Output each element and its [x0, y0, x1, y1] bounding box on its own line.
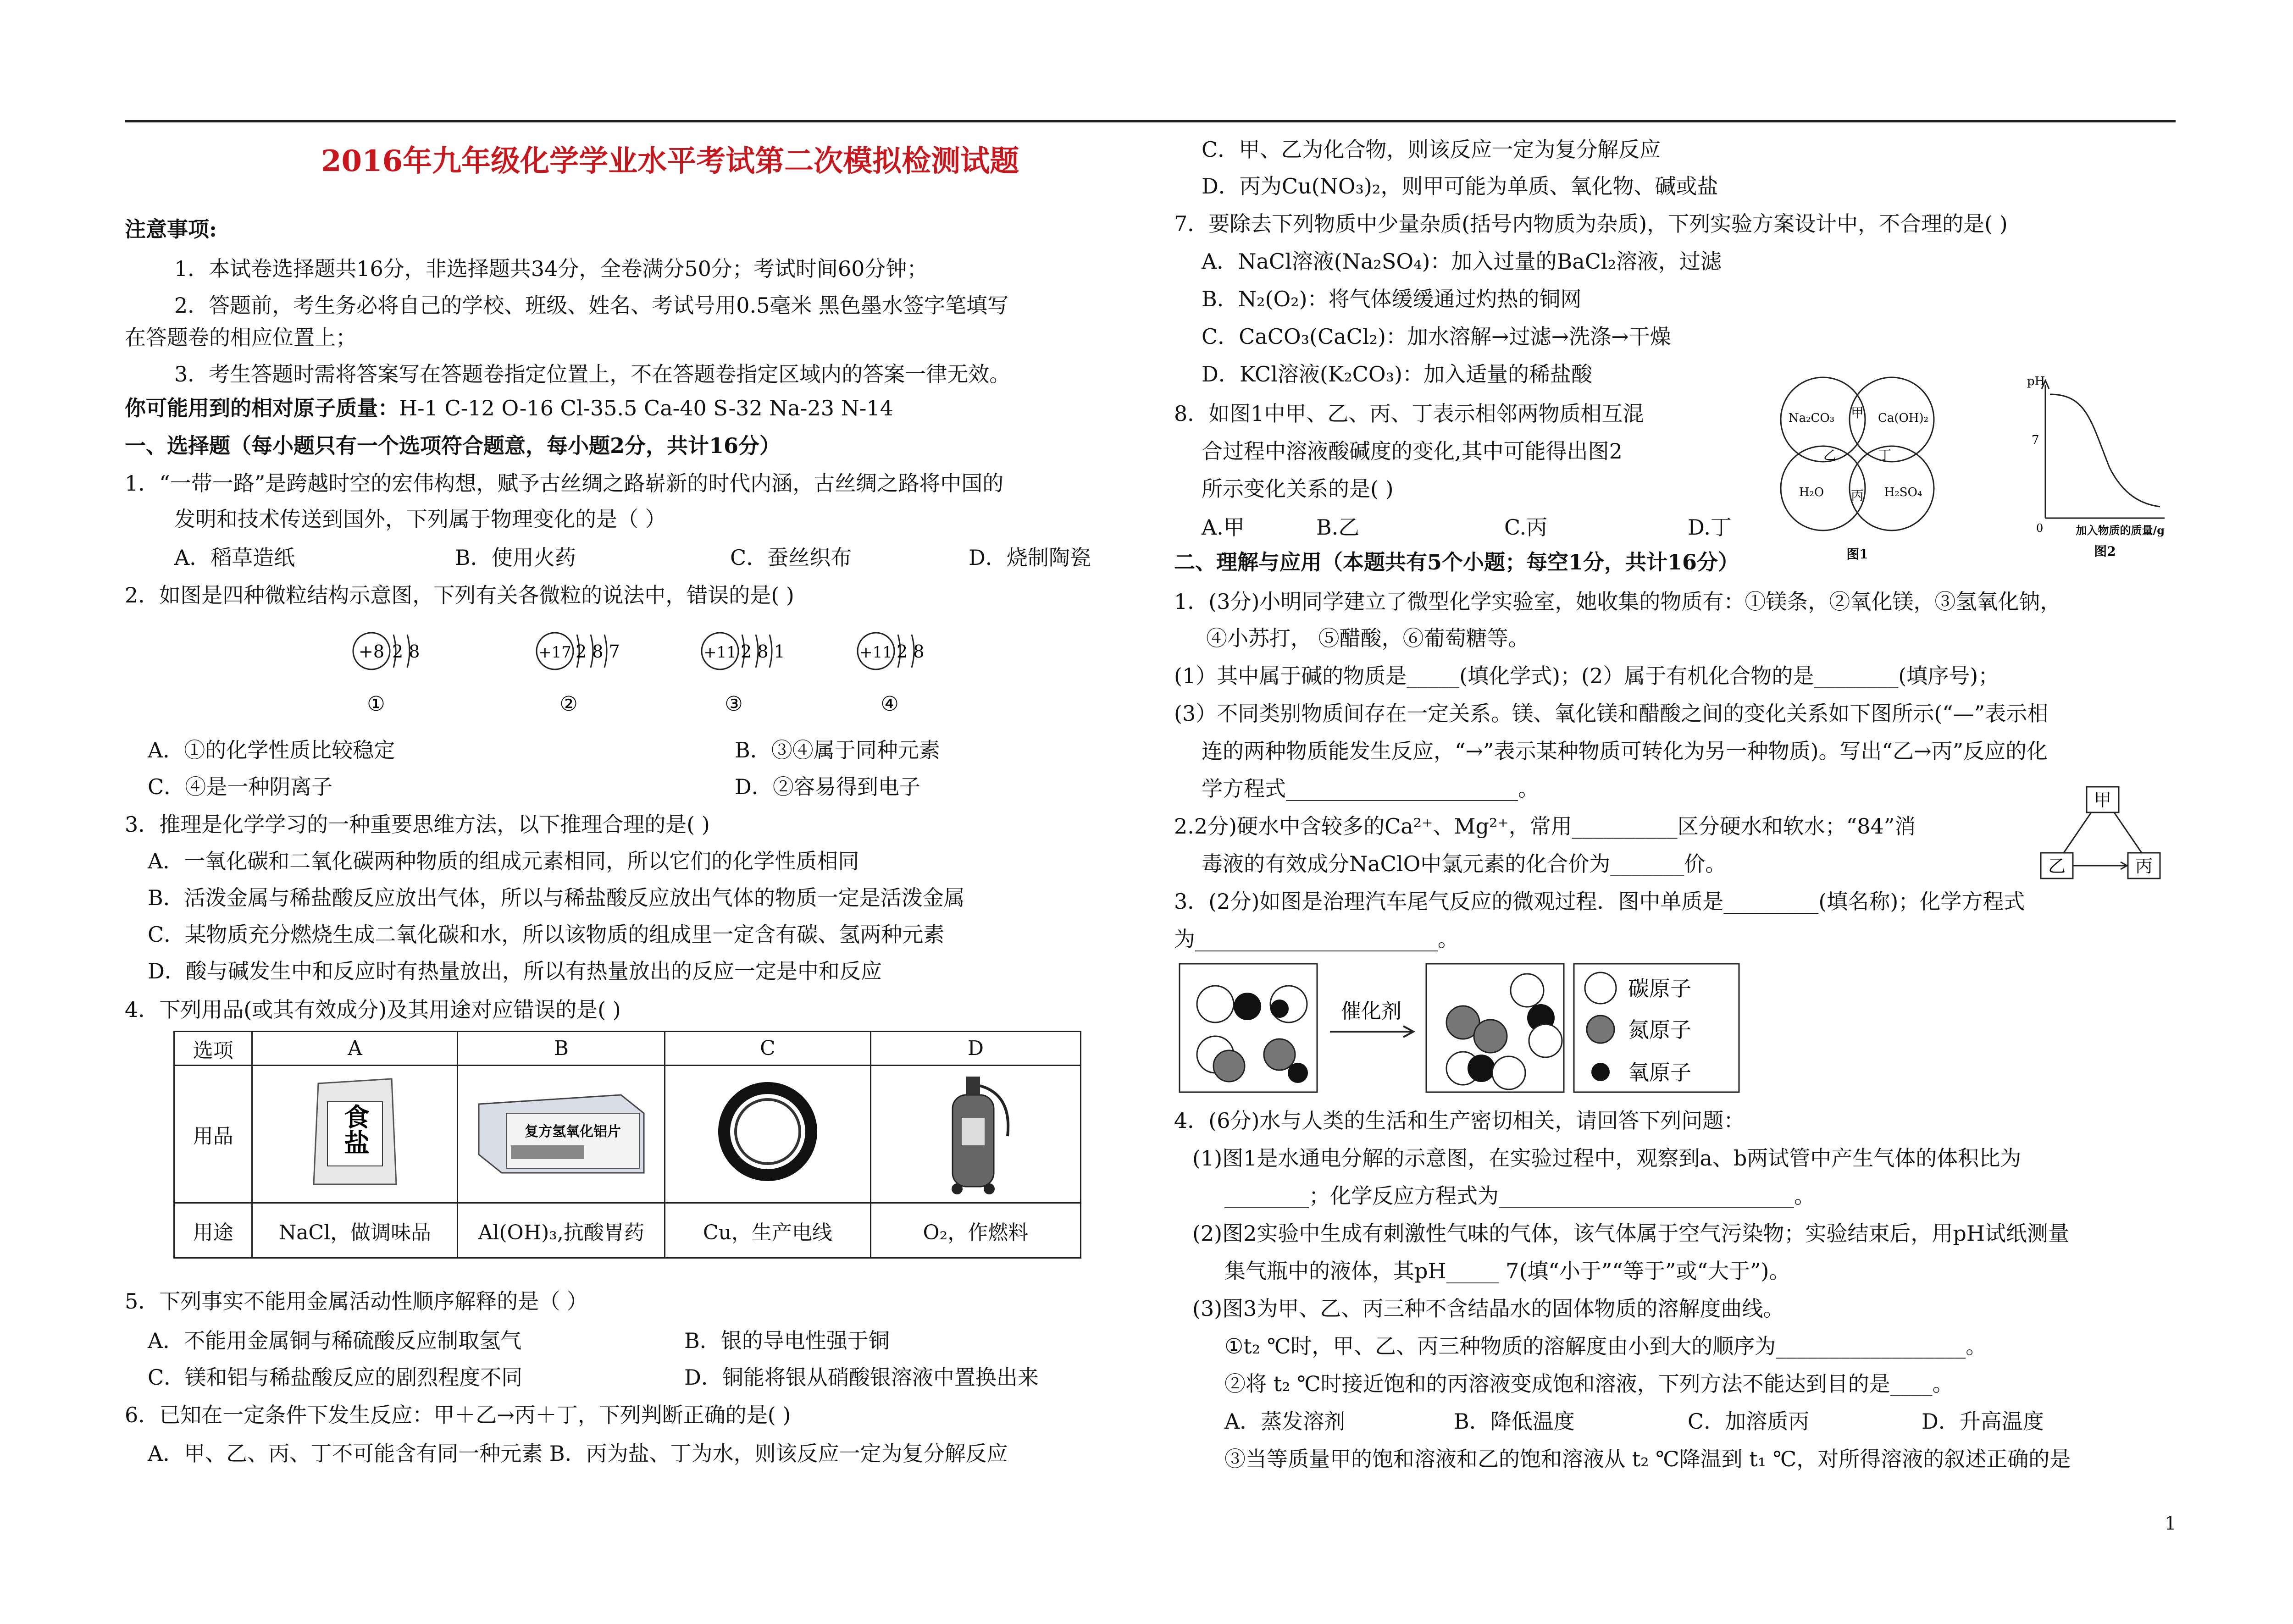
fig2-caption: 图2: [2094, 544, 2116, 559]
q4-stem: 4．下列用品(或其有效成分)及其用途对应错误的是( ): [125, 997, 621, 1022]
note-2: 2．答题前，考生务必将自己的学校、班级、姓名、考试号用0.5毫米 黑色墨水签字笔填写: [174, 293, 1009, 318]
triangle-top: 甲: [2094, 790, 2112, 810]
q3-option-c: C．某物质充分燃烧生成二氧化碳和水，所以该物质的组成里一定含有碳、氢两种元素: [148, 922, 945, 947]
q4-use-c: Cu，生产电线: [665, 1203, 871, 1258]
q4-item-label: 用品: [174, 1066, 252, 1203]
q4-col-option: 选项: [174, 1032, 252, 1066]
particle-1: [353, 633, 420, 716]
s2q4-option-a: A．蒸发溶剂: [1224, 1409, 1346, 1434]
q3-option-d: D．酸与碱发生中和反应时有热量放出，所以有热量放出的反应一定是中和反应: [148, 959, 882, 983]
s2q4-line-3: ________；化学反应方程式为____________________________。: [1224, 1183, 1815, 1208]
fig2-origin: 0: [2036, 522, 2044, 535]
masses-label: 你可能用到的相对原子质量：: [125, 396, 399, 420]
header-rule: [125, 120, 2176, 122]
q7-option-b: B．N₂(O₂)：将气体缓缓通过灼热的铜网: [1202, 287, 1582, 311]
s2q4-option-d: D．升高温度: [1922, 1409, 2044, 1434]
q4-col-c: C: [665, 1032, 871, 1066]
fig2-curve: [2050, 394, 2160, 507]
q2-option-a: A．①的化学性质比较稳定: [148, 738, 395, 762]
q4-table: [173, 1031, 1081, 1259]
s2q4-line-2: (1)图1是水通电分解的示意图，在实验过程中，观察到a、b两试管中产生气体的体积比为: [1192, 1146, 2022, 1171]
q4-item-a: [252, 1066, 458, 1203]
oxygen-cylinder-image: [925, 1067, 1026, 1196]
q7-option-a: A．NaCl溶液(Na₂SO₄)：加入过量的BaCl₂溶液，过滤: [1202, 249, 1722, 274]
q3-option-b: B．活泼金属与稀盐酸反应放出气体，所以与稀盐酸反应放出气体的物质一定是活泼金属: [148, 885, 965, 910]
q3-stem: 3．推理是化学学习的一种重要思维方法，以下推理合理的是( ): [125, 812, 710, 837]
fig1-tr: Ca(OH)₂: [1878, 411, 1929, 425]
particle-2-shells: 2 8 7: [576, 641, 620, 662]
atomic-masses: [125, 394, 893, 422]
q5-option-d: D．铜能将银从硝酸银溶液中置换出来: [684, 1365, 1039, 1390]
fig1-bing: 丙: [1850, 488, 1864, 503]
particle-1-shells: 2 8: [392, 641, 420, 662]
particle-2-nucleus: +17: [538, 643, 571, 662]
salt-bag-image: [309, 1074, 401, 1189]
particle-2-label: ②: [559, 692, 578, 716]
q5-stem: 5．下列事实不能用金属活动性顺序解释的是（ ）: [125, 1289, 588, 1314]
q3-option-a: A．一氧化碳和二氧化碳两种物质的组成元素相同，所以它们的化学性质相同: [148, 849, 859, 873]
q4-item-d: [870, 1066, 1080, 1203]
q8-figure-1: [1779, 376, 1935, 569]
page-number: 1: [2165, 1513, 2177, 1534]
masses-values: H-1 C-12 O-16 Cl-35.5 Ca-40 S-32 Na-23 N-14: [399, 396, 893, 420]
legend-oxygen: 氧原子: [1628, 1060, 1691, 1085]
q8-option-c: C.丙: [1504, 515, 1548, 540]
particle-3: [702, 633, 785, 716]
q2-option-b: B．③④属于同种元素: [735, 738, 940, 762]
s2q4-line-1: 4．(6分)水与人类的生活和生产密切相关，请回答下列问题：: [1174, 1108, 1745, 1133]
fig2-ytick: 7: [2032, 433, 2039, 447]
q2-particle-diagrams: [349, 628, 991, 720]
s2q2-line-1: 2.2分)硬水中含较多的Ca²⁺、Mg²⁺，常用__________区分硬水和软水；“84”消: [1174, 814, 1916, 839]
q4-item-row: [174, 1066, 1081, 1203]
fig1-caption: 图1: [1846, 547, 1868, 562]
fig1-tl: Na₂CO₃: [1788, 411, 1835, 425]
particle-4-nucleus: +11: [859, 643, 892, 662]
particle-4-shells: 2 8: [897, 641, 925, 662]
antacid-box-text: 复方氢氧化铝片: [524, 1124, 621, 1140]
relation-triangle-diagram: [2036, 784, 2174, 885]
s2q1-line-1: 1．(3分)小明同学建立了微型化学实验室，她收集的物质有：①镁条，②氧化镁，③氢氧化钠，: [1174, 589, 2061, 614]
q8-stem-3: 所示变化关系的是( ): [1202, 476, 1394, 501]
fig1-yi: 乙: [1823, 447, 1837, 463]
q1-option-a: A．稻草造纸: [174, 545, 295, 570]
q2-option-d: D．②容易得到电子: [735, 774, 920, 799]
q4-item-b: [458, 1066, 665, 1203]
q4-use-label: 用途: [174, 1203, 252, 1258]
salt-bag-text: 食盐: [339, 1104, 370, 1155]
legend-carbon: 碳原子: [1628, 976, 1691, 1001]
q7-option-c: C．CaCO₃(CaCl₂)：加水溶解→过滤→洗涤→干燥: [1202, 324, 1671, 349]
q1-option-c: C．蚕丝织布: [730, 545, 852, 570]
q4-item-c: [665, 1066, 871, 1203]
note-1: 1．本试卷选择题共16分，非选择题共34分，全卷满分50分；考试时间60分钟；: [174, 256, 928, 281]
s2q4-option-b: B．降低温度: [1454, 1409, 1575, 1434]
q4-use-a: NaCl，做调味品: [252, 1203, 458, 1258]
q1-option-b: B．使用火药: [455, 545, 576, 570]
s2q1-line-5: 连的两种物质能发生反应，“→”表示某种物质可转化为另一种物质)。写出“乙→丙”反应的化: [1202, 739, 2048, 763]
fig1-bl: H₂O: [1799, 486, 1824, 499]
s2q1-line-3: (1）其中属于碱的物质是_____(填化学式)；(2）属于有机化合物的是________(填序号)；: [1174, 663, 1999, 688]
q4-use-b: Al(OH)₃,抗酸胃药: [458, 1203, 665, 1258]
s2q4-line-7: ①t₂ ℃时，甲、乙、丙三种物质的溶解度由小到大的顺序为__________________。: [1224, 1334, 1987, 1359]
q8-stem-2: 合过程中溶液酸碱度的变化,其中可能得出图2: [1202, 439, 1623, 464]
q2-stem: 2．如图是四种微粒结构示意图，下列有关各微粒的说法中，错误的是( ): [125, 583, 794, 608]
fig2-ylabel: pH: [2027, 375, 2045, 388]
particle-2: [537, 633, 620, 716]
q5-option-b: B．银的导电性强于铜: [684, 1328, 890, 1353]
s2q4-line-5: 集气瓶中的液体，其pH_____ 7(填“小于”“等于”或“大于”)。: [1224, 1259, 1790, 1283]
section2-heading: 二、理解与应用（本题共有5个小题；每空1分，共计16分）: [1174, 550, 1739, 574]
notes-heading: 注意事项:: [125, 217, 217, 242]
s2q3-line-2: 为_______________________。: [1174, 927, 1459, 951]
q4-col-a: A: [252, 1032, 458, 1066]
q4-use-row: [174, 1203, 1081, 1258]
s2q2-line-2: 毒液的有效成分NaClO中氯元素的化合价为_______价。: [1202, 851, 1727, 876]
q7-option-d: D．KCl溶液(K₂CO₃)：加入适量的稀盐酸: [1202, 362, 1592, 387]
q1-stem-1: 1．“一带一路”是跨越时空的宏伟构想，赋予古丝绸之路崭新的时代内涵，古丝绸之路将中国的: [125, 471, 1004, 496]
s2q4-line-9: ③当等质量甲的饱和溶液和乙的饱和溶液从 t₂ ℃降温到 t₁ ℃，对所得溶液的叙述正确的是: [1224, 1447, 2071, 1471]
q6-option-d: D．丙为Cu(NO₃)₂，则甲可能为单质、氧化物、碱或盐: [1202, 174, 1718, 199]
q8-option-b: B.乙: [1316, 515, 1360, 540]
note-2-cont: 在答题卷的相应位置上；: [125, 325, 357, 350]
fig1-jia: 甲: [1850, 405, 1864, 420]
q4-col-b: B: [458, 1032, 665, 1066]
particle-4: [858, 633, 924, 716]
q1-option-d: D．烧制陶瓷: [969, 545, 1091, 570]
q2-option-c: C．④是一种阴离子: [148, 774, 333, 799]
s2q1-line-2: ④小苏打， ⑤醋酸，⑥葡萄糖等。: [1206, 626, 1529, 651]
s2q4-option-c: C．加溶质丙: [1688, 1409, 1810, 1434]
triangle-right: 丙: [2135, 856, 2153, 876]
q6-stem: 6．已知在一定条件下发生反应：甲＋乙→丙＋丁，下列判断正确的是( ): [125, 1403, 791, 1427]
fig2-xlabel: 加入物质的质量/g: [2076, 524, 2165, 537]
s2q3-line-1: 3．(2分)如图是治理汽车尾气反应的微观过程．图中单质是_________(填名称)；化学方程式: [1174, 889, 2025, 914]
q8-option-a: A.甲: [1202, 515, 1245, 540]
s2q4-line-4: (2)图2实验中生成有刺激性气味的气体，该气体属于空气污染物；实验结束后，用pH试纸测量: [1192, 1221, 2069, 1246]
copper-wire-image: [713, 1077, 823, 1187]
s2q1-line-6: 学方程式______________________。: [1202, 776, 1539, 801]
particle-3-shells: 2 8 1: [741, 641, 785, 662]
q4-use-d: O₂，作燃料: [870, 1203, 1080, 1258]
particle-3-label: ③: [725, 692, 743, 716]
s2q4-line-6: (3)图3为甲、乙、丙三种不含结晶水的固体物质的溶解度曲线。: [1192, 1296, 1784, 1321]
page-title: 2016年九年级化学学业水平考试第二次模拟检测试题: [321, 144, 1019, 178]
particle-3-nucleus: +11: [703, 643, 737, 662]
fig1-ding: 丁: [1878, 447, 1892, 463]
catalyst-process-diagram: [1179, 963, 1743, 1096]
q7-stem: 7．要除去下列物质中少量杂质(括号内物质为杂质)，下列实验方案设计中，不合理的是( ): [1174, 211, 2008, 236]
q4-header-row: [174, 1032, 1081, 1066]
q8-option-d: D.丁: [1688, 515, 1732, 540]
section1-heading: 一、选择题（每小题只有一个选项符合题意，每小题2分，共计16分）: [125, 433, 781, 458]
note-3: 3．考生答题时需将答案写在答题卷指定位置上，不在答题卷指定区域内的答案一律无效。: [174, 362, 1011, 387]
particle-1-nucleus: +8: [358, 641, 385, 662]
fig1-br: H₂SO₄: [1884, 486, 1922, 499]
particle-1-label: ①: [367, 692, 385, 716]
s2q4-line-8: ②将 t₂ ℃时接近饱和的丙溶液变成饱和溶液，下列方法不能达到目的是____。: [1224, 1371, 1954, 1396]
q1-stem-2: 发明和技术传送到国外，下列属于物理变化的是（ ）: [174, 507, 666, 531]
triangle-left: 乙: [2048, 856, 2066, 876]
q5-option-c: C．镁和铝与稀盐酸反应的剧烈程度不同: [148, 1365, 523, 1390]
catalyst-label: 催化剂: [1341, 1000, 1401, 1023]
q8-stem-1: 8．如图1中甲、乙、丙、丁表示相邻两物质相互混: [1174, 401, 1644, 426]
q6-option-c: C．甲、乙为化合物，则该反应一定为复分解反应: [1202, 137, 1661, 162]
q4-col-d: D: [870, 1032, 1080, 1066]
s2q1-line-4: (3）不同类别物质间存在一定关系。镁、氧化镁和醋酸之间的变化关系如下图所示(“—”表示相: [1174, 701, 2049, 726]
q5-option-a: A．不能用金属铜与稀硫酸反应制取氢气: [148, 1328, 522, 1353]
q8-figure-2: [2018, 367, 2174, 564]
antacid-box-image: [474, 1086, 648, 1177]
particle-4-label: ④: [881, 692, 899, 716]
q6-option-ab: A．甲、乙、丙、丁不可能含有同一种元素 B．丙为盐、丁为水，则该反应一定为复分解反应: [148, 1441, 1008, 1466]
legend-nitrogen: 氮原子: [1628, 1017, 1691, 1042]
